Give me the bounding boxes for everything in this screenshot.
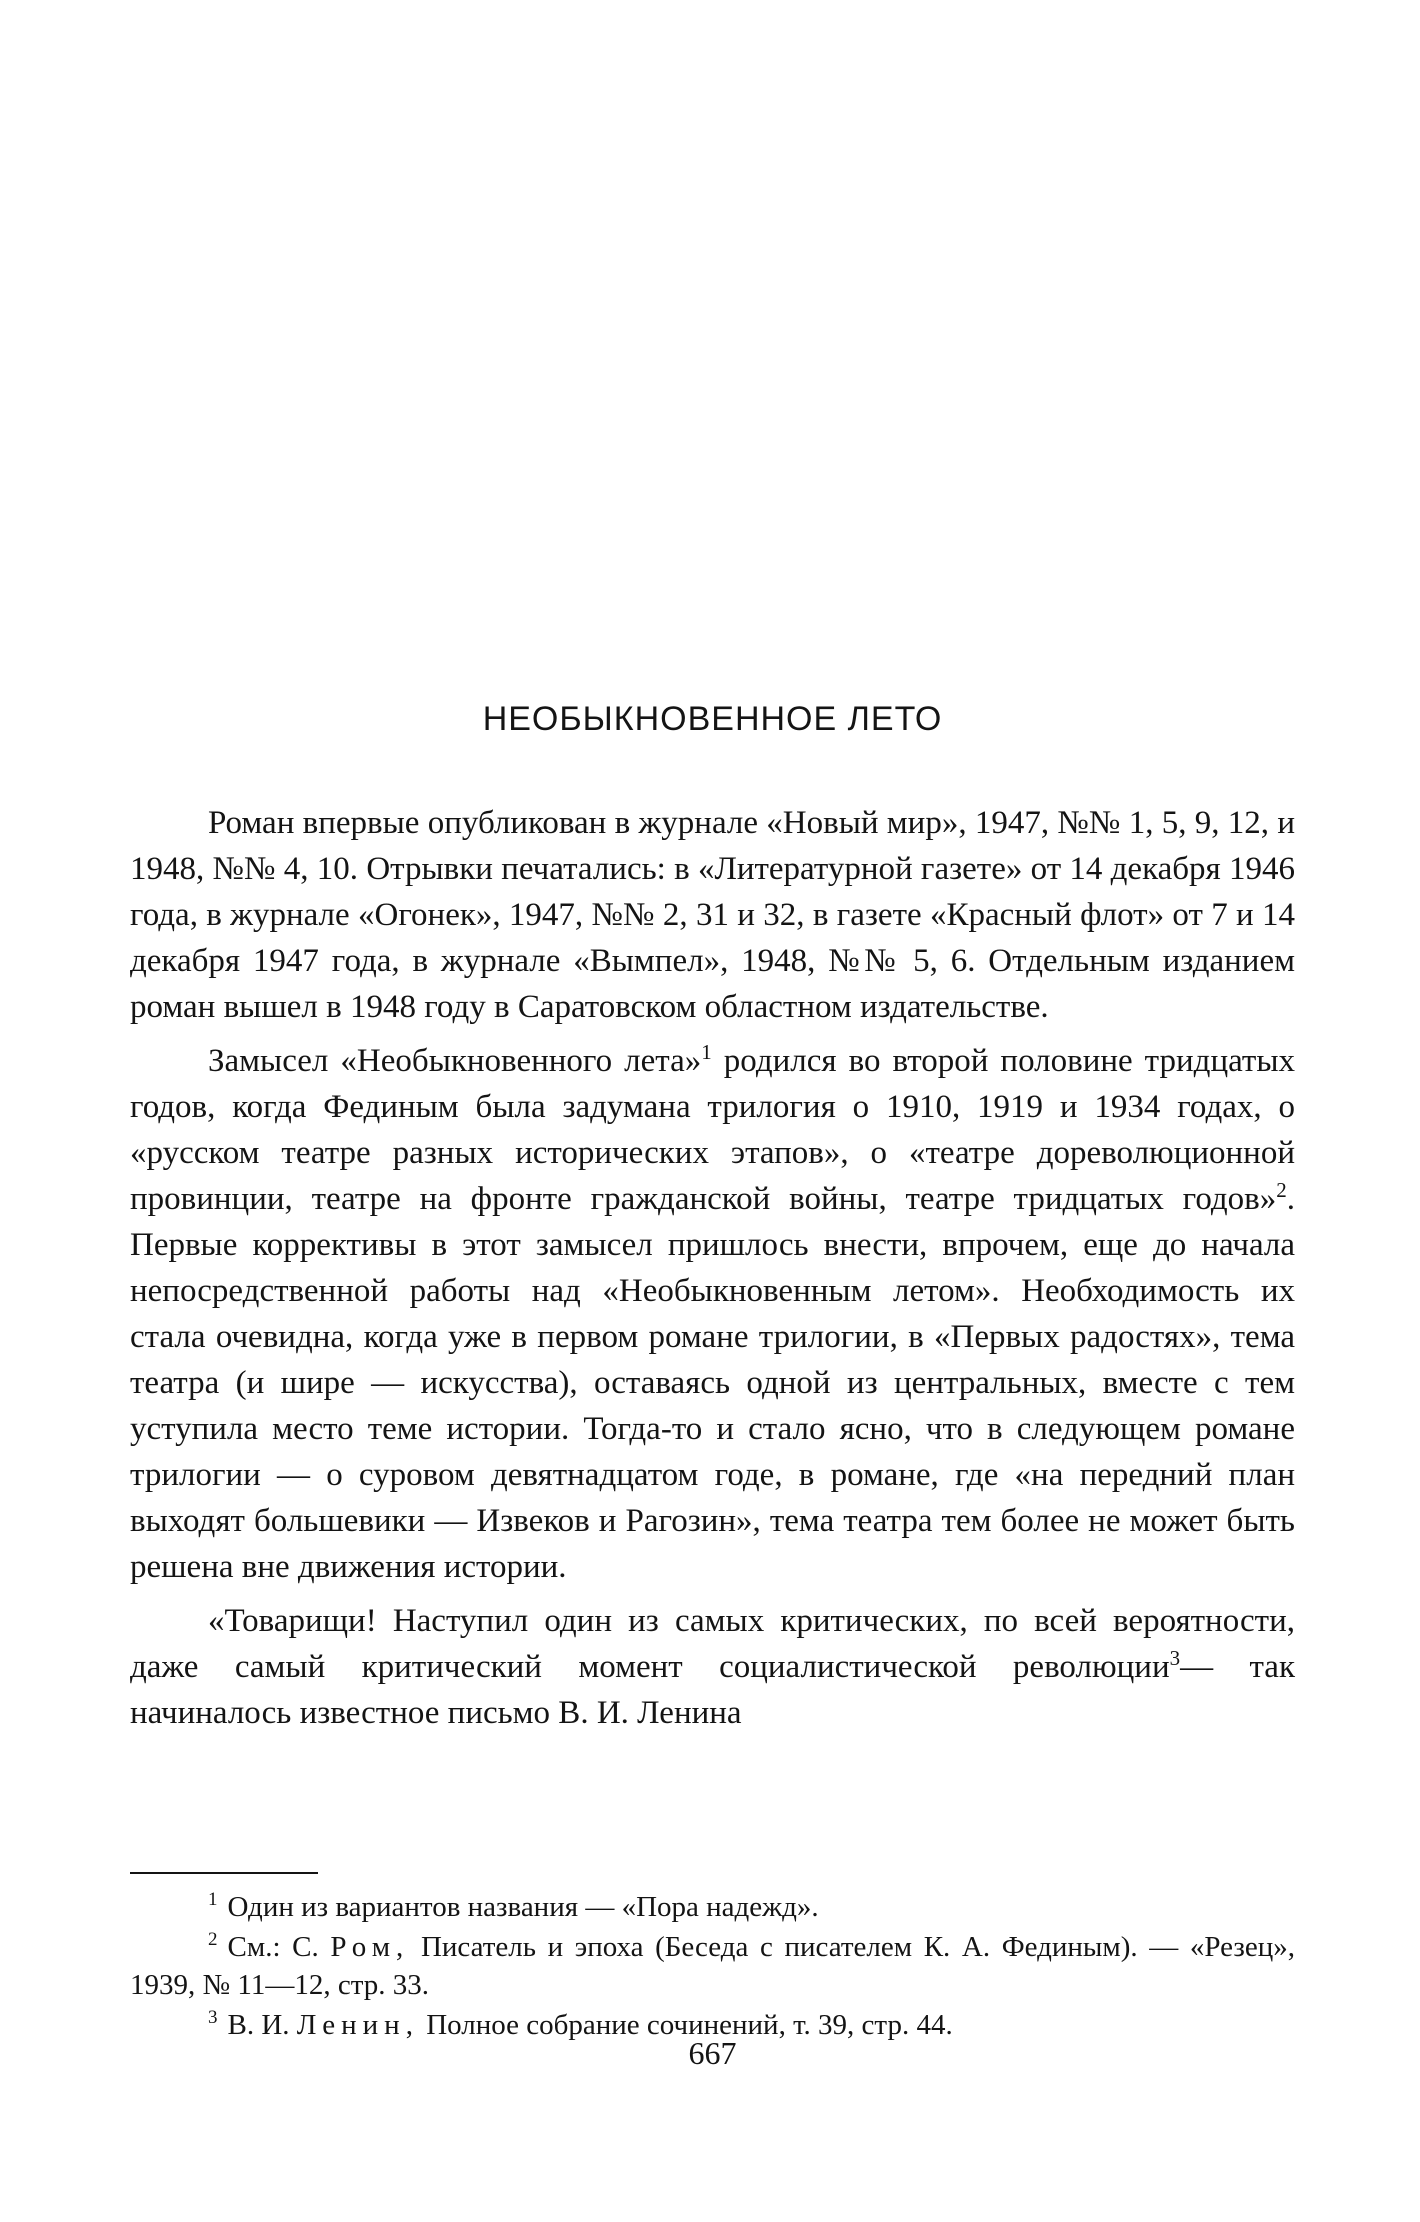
footnote-mark: 3 [208, 2007, 218, 2029]
footnote-ref-1[interactable]: 1 [701, 1040, 712, 1064]
footnote-mark: 1 [208, 1889, 218, 1911]
paragraph-text: Роман впервые опубликован в журнале «Новый мир», 1947, №№ 1, 5, 9, 12, и 1948, №№ 4, 10. Отрывки печатались: в «Литературной газете» от 14 декабря 1946 года, в журнале «Огонек», 1947, №№ 2, 31 и 32, в газете «Красный флот» от 7 и 14 декабря 1947 года, в журнале «Вымпел», 1948, №№ 5, 6. Отдельным изданием роман вышел в 1948 году в Саратовском областном издательстве. [130, 805, 1295, 1025]
paragraph-text: Замысел «Необыкновенного лета» [208, 1043, 702, 1079]
paragraph-concept [130, 1038, 1295, 1590]
footnotes [130, 1888, 1295, 2046]
footnote-text: См.: С. [227, 1931, 319, 1963]
footnote-text: Писатель и эпоха (Беседа с писателем К. А. Фединым). — «Резец», 1939, № 11—12, стр. 33. [130, 1931, 1295, 2001]
main-text [130, 800, 1295, 1744]
footnote-text: В. И. [227, 2009, 290, 2041]
chapter-title: НЕОБЫКНОВЕННОЕ ЛЕТО [482, 700, 943, 738]
footnote-ref-2[interactable]: 2 [1276, 1178, 1287, 1202]
footnote-1 [130, 1888, 1295, 1926]
footnote-mark: 2 [208, 1929, 218, 1951]
paragraph-publication-history [130, 800, 1295, 1030]
footnote-author: Ленин, [296, 2009, 419, 2041]
footnote-divider [130, 1872, 318, 1874]
page-number: 667 [688, 2035, 737, 2071]
paragraph-text: «Товарищи! Наступил один из самых критических, по всей вероятности, даже самый критический момент социалистической революции [130, 1603, 1295, 1685]
paragraph-text: — так начиналось известное письмо В. И. Ленина [130, 1649, 1295, 1731]
book-page [130, 0, 1295, 2222]
paragraph-lenin-letter [130, 1598, 1295, 1736]
footnote-2 [130, 1928, 1295, 2004]
paragraph-text: . Первые коррективы в этот замысел пришлось внести, впрочем, еще до начала непосредственной работы над «Необыкновенным летом». Необходимость их стала очевидна, когда уже в первом романе трилогии, в «Первых радостях», тема театра (и шире — искусства), оставаясь одной из центральных, вместе с тем уступила место теме истории. Тогда-то и стало ясно, что в следующем романе трилогии — о суровом девятнадцатом годе, в романе, где «на передний план выходят большевики — Извеков и Рагозин», тема театра тем более не может быть решена вне движения истории. [130, 1181, 1295, 1585]
paragraph-text: родился во второй половине тридцатых годов, когда Фединым была задумана трилогия о 1910, 1919 и 1934 годах, о «русском театре разных исторических этапов», о «театре дореволюционной провинции, театре на фронте гражданской войны, театре тридцатых годов» [130, 1043, 1296, 1217]
footnote-text: Один из вариантов названия — «Пора надежд». [227, 1891, 819, 1923]
footnote-author: Ром, [330, 1931, 410, 1963]
footnote-ref-3[interactable]: 3 [1169, 1646, 1181, 1670]
footnote-text: Полное собрание сочинений, т. 39, стр. 44. [426, 2009, 953, 2041]
